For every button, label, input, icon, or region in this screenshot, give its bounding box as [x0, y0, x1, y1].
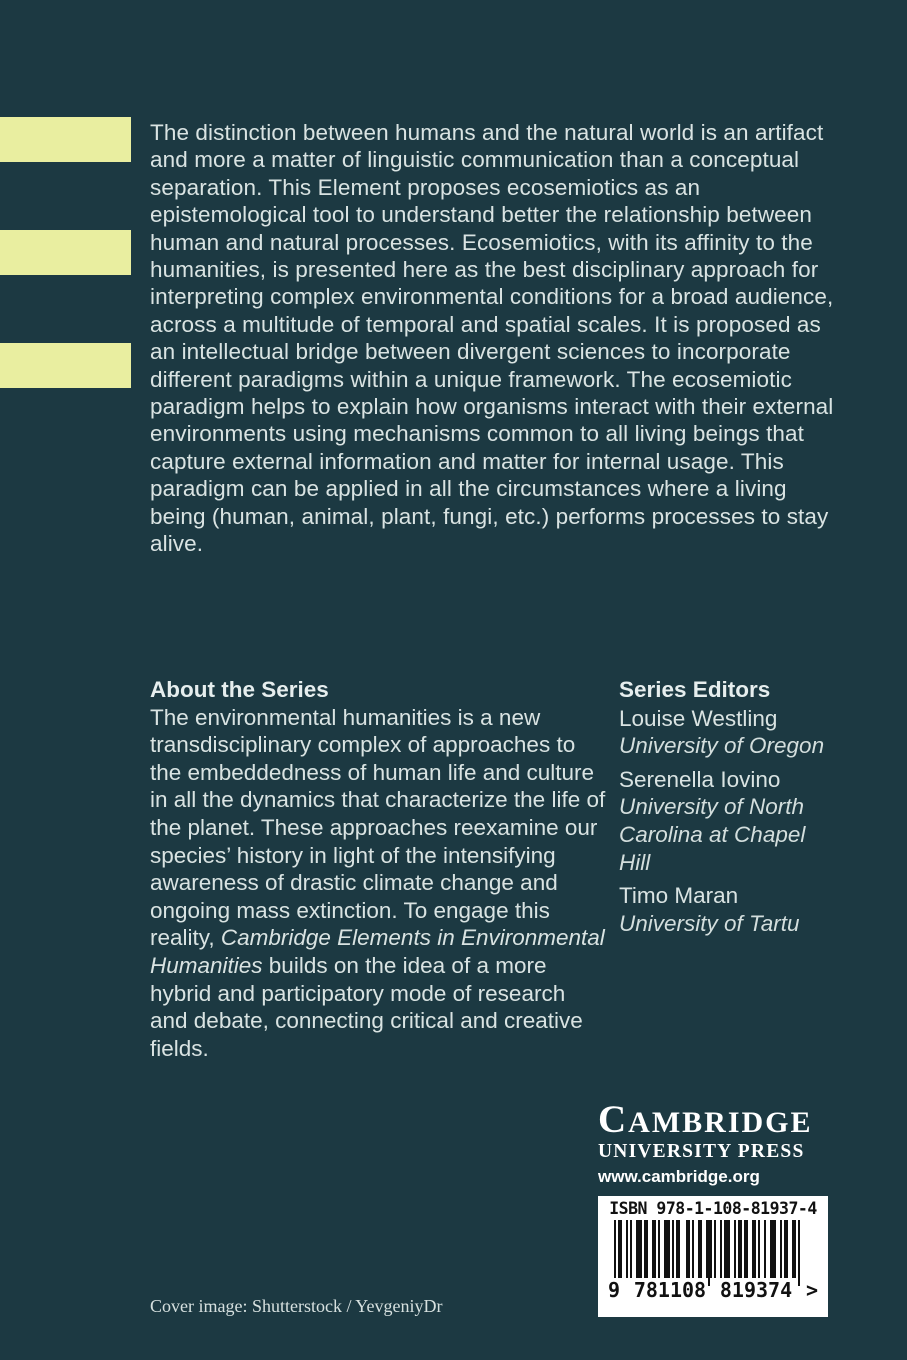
barcode-digits [606, 1278, 820, 1302]
editor-name: Timo Maran [619, 883, 739, 909]
series-editors-section [619, 676, 834, 943]
about-the-series-section [150, 676, 608, 1062]
barcode-digit-group: 9 [608, 1278, 621, 1302]
about-series-text-part2: builds on the idea of a more hybrid and participatory mode of research and debate, connecting critical and creative fields. [150, 952, 583, 1061]
publisher-subtitle: UNIVERSITY PRESS [598, 1141, 805, 1162]
editor-entry [619, 705, 834, 760]
series-editors-heading: Series Editors [619, 677, 771, 702]
publisher-logo-block [598, 1098, 830, 1188]
editor-entry [619, 882, 834, 937]
about-series-heading: About the Series [150, 677, 329, 702]
publisher-name: CAMBRIDGE [598, 1098, 813, 1141]
editor-name: Serenella Iovino [619, 766, 781, 792]
publisher-website: www.cambridge.org [598, 1167, 760, 1186]
barcode [614, 1220, 812, 1286]
series-title-italic: Cambridge Elements in Environmental Humanities [150, 925, 605, 978]
about-series-text [150, 704, 608, 1063]
barcode-digit-group: > [805, 1278, 818, 1302]
about-series-text-part1: The environmental humanities is a new transdisciplinary complex of approaches to the embeddedness of human life and culture in all the dynamics that characterize the life of the planet. These approaches reexamine our species’ history in light of the intensifying awareness of drastic climate change and ongoing mass extinction. To engage this reality, [150, 704, 606, 951]
editor-affiliation: University of Tartu [619, 910, 800, 936]
isbn-label: ISBN 978-1-108-81937-4 [609, 1199, 817, 1218]
synopsis-text: The distinction between humans and the natural world is an artifact and more a matter of linguistic communication than a conceptual separation. This Element proposes ecosemiotics as an epistemological tool to understand better the relationship between human and natural processes. Ecosemiotics, with its affinity to the humanities, is presented here as the best disciplinary approach for interpreting complex environmental conditions for a broad audience, across a multitude of temporal and spatial scales. It is proposed as an intellectual bridge between divergent sciences to incorporate different paradigms within a unique framework. The ecosemiotic paradigm helps to explain how organisms interact with their external environments using mechanisms common to all living beings that capture external information and matter for internal usage. This paradigm can be applied in all the circumstances where a living being (human, animal, plant, fungi, etc.) performs processes to stay alive. [150, 120, 834, 557]
decorative-stripe [0, 117, 131, 162]
barcode-digit-group: 819374 [719, 1278, 793, 1302]
isbn-barcode-block [598, 1196, 828, 1317]
decorative-stripe [0, 343, 131, 388]
editor-entry [619, 766, 834, 876]
editor-affiliation: University of Oregon [619, 733, 825, 759]
cover-image-credit: Cover image: Shutterstock / YevgeniyDr [150, 1296, 443, 1316]
decorative-stripe [0, 230, 131, 275]
editor-name: Louise Westling [619, 705, 778, 731]
barcode-digit-group: 781108 [633, 1278, 707, 1302]
editor-affiliation: University of North Carolina at Chapel Hill [619, 794, 806, 875]
